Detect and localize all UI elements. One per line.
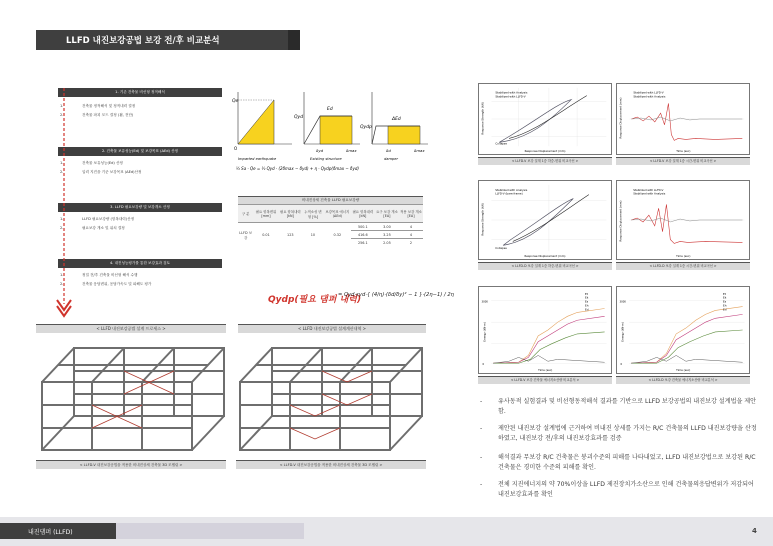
time-history-plot-d [616, 180, 750, 260]
step-1-item-1: 1. 건축물 정적해석 및 정적내력 결정 [60, 104, 136, 108]
model-3d-before [36, 338, 231, 458]
legend-item: LLFD-V (bare frame) [495, 191, 523, 196]
step-2-head: 2. 건축물 보유성능(Ed) 및 보강목표 (ΔEd) 산정 [58, 147, 222, 156]
required-reinforcement-table [238, 196, 423, 247]
dmax-label-2: δmax [414, 148, 425, 153]
legend-item: Stabilized with Analysis [633, 191, 666, 196]
step-1-head: 1. 기존 건축물 비선형 정적해석 [58, 88, 222, 97]
x-axis-label: Time (sec) [676, 149, 691, 154]
dd-label: δd [386, 148, 391, 153]
table-cell: 123 [279, 223, 302, 247]
x-axis-label: Time (sec) [676, 368, 691, 373]
legend-item: Ek [723, 295, 727, 300]
collapse-label: Collapse [495, 141, 507, 146]
y-tick: 3000 [619, 300, 626, 304]
table-header: 필요 항복내력 [kN] [351, 205, 375, 223]
table-header: 요구 보강 개소 [EA] [375, 205, 399, 223]
plot-4-caption: < LLFD-D 보강 설계 1층 시간-변위 비교곡선 > [616, 262, 750, 270]
table-cell: 3.00 [375, 223, 399, 231]
x-axis-label: Response Displacement (mm) [524, 149, 566, 154]
legend-item: Ek [585, 295, 589, 300]
table-header: 필요 항복내력 [kN] [279, 205, 302, 223]
imparted-label: Imparted earthquake [238, 157, 277, 161]
energy-equation: ½ Sa · Qe = ½ Qyd · (2δmax − δyd) + η · Qydp(δmax − δyd) [236, 166, 359, 171]
qydp-axis-label: Qydp [360, 125, 372, 130]
bullet-4: - 전체 지진에너지의 약 70%이상을 LLFD 제진장치가소산으로 인해 건축물의응답변위가 저감되어 내진보강효과를 확인 [480, 481, 754, 498]
collapse-label: Collapse [495, 246, 507, 251]
hysteresis-plot-v [478, 83, 612, 155]
existing-label: Existing structure [310, 157, 342, 161]
step-1-item-2: 2. 건축물 파괴 모드 결정 (휨, 전단) [60, 113, 134, 117]
page-number: 4 [752, 527, 757, 535]
x-axis-label: Time (sec) [676, 254, 691, 259]
step-4-item-2: 2. 건축물 응답변위, 응답가속도 및 피해도 평가 [60, 282, 152, 286]
process-caption: < LLFD 내진보강공법 설계 프로세스 > [36, 324, 226, 333]
y-axis-label: Energy (kN·m) [620, 322, 625, 342]
table-cell: 2 [399, 239, 423, 247]
time-history-plot-v [616, 83, 750, 155]
y-axis-label: Response Strength (kN) [480, 203, 485, 236]
table-header: 누적소성 변형 [%] [302, 205, 324, 223]
step-3-head: 3. LLFD 필요보강량 및 보강개소 산정 [58, 203, 222, 212]
footer-strip [116, 523, 304, 539]
y-axis-label: Response Strength (kN) [480, 102, 485, 135]
damper-label: damper [384, 157, 398, 161]
table-cell: 500.1 [351, 223, 375, 231]
row-label: LLFD 보강 [238, 223, 253, 247]
table-header: 필요 항복변위 [mm] [253, 205, 278, 223]
legend-item: Es [723, 299, 727, 304]
step-4-item-1: 1. 정밀 전/후 건축물 비선형 해석 수행 [60, 273, 138, 277]
table-caption: 비내진상세 건축물 LLFD 필요보강량 [238, 197, 423, 205]
step-4-head: 4. 내진성능평가를 통한 보강효과 검토 [58, 259, 222, 268]
energy-plot-d [616, 286, 750, 374]
qyd-label: Qyd [294, 115, 304, 120]
plot-5-caption: < LLFD-V 보강 건축물 에너지소산량 비교분석 > [478, 376, 612, 384]
x-axis-label: Response Displacement (mm) [524, 254, 566, 259]
energy-balance-diagram [232, 86, 432, 174]
process-flow-arrow [32, 88, 72, 320]
dmax-label: δmax [346, 148, 357, 153]
table-cell: 10 [302, 223, 324, 247]
y-axis-label: Response Displacement (mm) [618, 200, 623, 242]
legend-item: Stabilized with LLFD-V [633, 187, 664, 192]
qe-label: Qe [232, 99, 239, 104]
legend-item: Stabilized with LLFD-V [495, 94, 526, 99]
legend-item: Et [723, 291, 726, 296]
legend-item: Ed [585, 307, 589, 312]
legend-item: Stabilized with Analysis [495, 187, 528, 192]
plot-2-caption: < LLFD-V 보강 설계 1층 시간-변위 비교곡선 > [616, 157, 750, 165]
delta-ed-label: ΔEd [392, 117, 401, 122]
y-axis-label: Response Displacement (mm) [618, 97, 623, 139]
model-before-caption: < LLFD-V 내진보강공법을 적용한 비내진상세 건축물 3D 모델링 > [36, 460, 226, 469]
legend-item: Eh [585, 303, 589, 308]
qydp-label: Qydp(필요 댐퍼 내력) [268, 295, 362, 305]
table-row [238, 223, 423, 231]
y-tick: 0 [620, 363, 623, 367]
table-cell: 4 [399, 223, 423, 231]
table-header: 보강목표 에너지(ΔEd) [324, 205, 351, 223]
footer-label: 내진댐퍼 (LLFD) [0, 523, 116, 539]
legend-item: Es [585, 299, 589, 304]
bullet-1: - 유사동적 실험결과 및 비선형동적해석 결과를 기반으로 LLFD 보강공법의 내진보강 설계법을 제안함. [480, 398, 757, 415]
y-axis-label: Energy (kN·m) [482, 322, 487, 342]
plot-1-caption: < LLFD-V 보강 설계 1층 하중-변위 비교곡선 > [478, 157, 612, 165]
legend-item: Stabilized with Analysis [495, 90, 528, 95]
bullet-2: - 제안된 내진보강 설계법에 근거하여 비내진 상세를 가지는 R/C 건축물의 LLFD 내진보강량을 산정하였고, 내진보강 전/후의 내진보강효과를 검증 [480, 425, 757, 442]
hysteresis-plot-d [478, 180, 612, 260]
table-cell: 0.32 [324, 223, 351, 247]
y-tick: 0 [482, 363, 485, 367]
table-cell: 416.6 [351, 231, 375, 239]
table-cell: 4 [399, 231, 423, 239]
x-axis-label: Time (sec) [538, 368, 553, 373]
title-accent [288, 30, 300, 50]
legend-item: Stabilized with Analysis [633, 94, 666, 99]
legend-item: Eh [723, 303, 727, 308]
table-cell: 2.05 [375, 239, 399, 247]
step-2-item-1: 1. 건축물 보유성능(Ed) 산정 [60, 161, 123, 165]
energy-plot-v [478, 286, 612, 374]
origin-label-1: O [234, 146, 238, 151]
model-3d-after [234, 338, 429, 458]
bullet-3: - 해석결과 무보강 R/C 건축물은 붕괴수준의 피해를 나타내었고, LLFD 내진보강법으로 보강된 R/C 건축물은 경미한 수준의 피해를 확인. [480, 454, 756, 471]
plot-3-caption: < LLFD-D 보강 설계 1층 하중-변위 비교곡선 > [478, 262, 612, 270]
y-tick: 3000 [481, 300, 488, 304]
table-cell: 256.1 [351, 239, 375, 247]
dyd-label: δyd [316, 148, 323, 153]
plot-6-caption: < LLFD-D 보강 건축물 에너지소산량 비교분석 > [616, 376, 750, 384]
legend-item: Ed [723, 307, 727, 312]
step-3-item-1: 1. LLFD 필요보강량 (항복내력)산정 [60, 217, 135, 221]
step-2-item-2: 2. 입력 지진을 기준 보강목표 (ΔEd)산정 [60, 170, 142, 174]
model-after-caption: < LLFD-V 내진보강공법을 적용한 비내진상세 건축물 3D 모델링 > [236, 460, 426, 469]
legend-item: Et [585, 291, 588, 296]
table-cell: 3.25 [375, 231, 399, 239]
page-title: LLFD 내진보강공법 보강 전/후 비교분석 [36, 30, 288, 50]
ed-label: Ed [327, 107, 333, 112]
table-header: 구 분 [238, 205, 253, 223]
table-header: 적용 보강 개소 [EA] [399, 205, 423, 223]
calc-caption: < LLFD 내진보강공법 설계계산내역 > [238, 324, 426, 333]
step-3-item-2: 2. 필요보강 개소 및 위치 결정 [60, 226, 125, 230]
qydp-equation: = Qyd·εyd·{ (4/η)·(δd/δy)² − 1 }·(2η−1) / 2η [338, 292, 454, 298]
legend-item: Stabilized with LLFD-V [633, 90, 664, 95]
table-cell: 0.01 [253, 223, 278, 247]
